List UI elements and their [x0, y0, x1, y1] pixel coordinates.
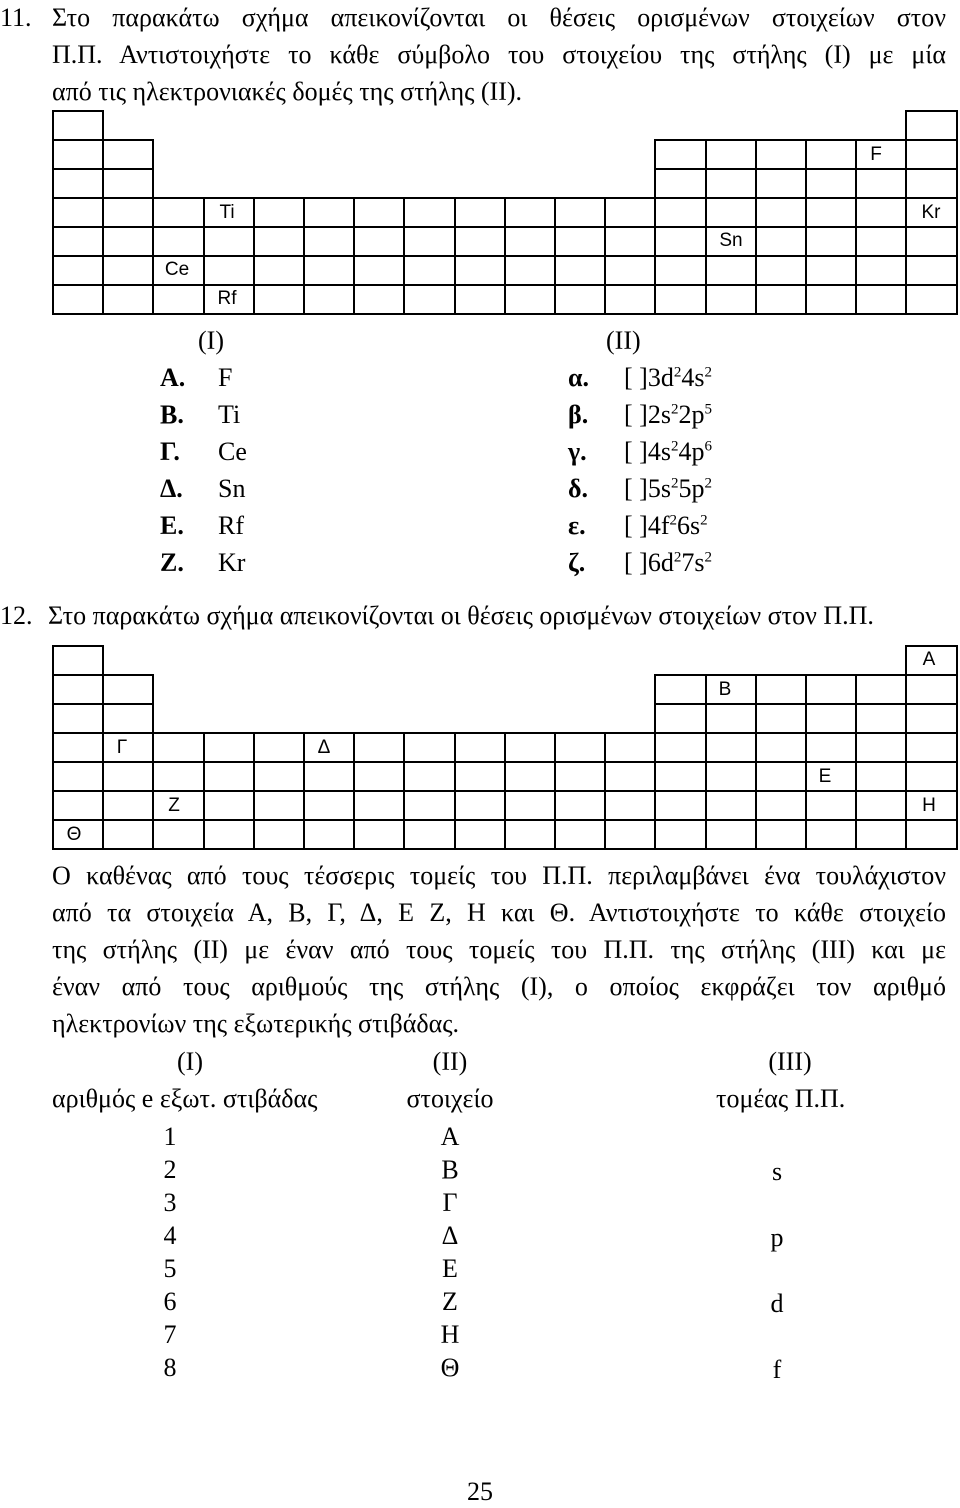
q11-col2-letter: α.: [568, 363, 590, 392]
table-cell: [504, 819, 556, 850]
table-cell: [203, 255, 255, 286]
table-cell: [353, 255, 405, 286]
table-cell: [504, 197, 556, 228]
config-core: [ ]: [624, 400, 648, 429]
config-exponent: 2: [670, 475, 679, 492]
pt1-label-Kr: Kr: [921, 202, 941, 223]
config-orbital: 7s: [681, 548, 705, 577]
table-cell: [905, 226, 957, 257]
table-cell: [705, 703, 757, 734]
q12-header-3: (ΙΙΙ): [768, 1047, 812, 1076]
table-cell: [554, 284, 606, 315]
q12-col2-element: Ζ: [442, 1287, 458, 1316]
table-cell: [805, 703, 857, 734]
q11-col1-element: Sn: [218, 474, 246, 503]
table-cell: [755, 703, 807, 734]
q11-col2-letter: ζ.: [568, 548, 586, 577]
config-orbital: 6s: [677, 511, 701, 540]
config-orbital: 4s: [647, 437, 671, 466]
pt1-label-Ti: Ti: [219, 202, 235, 223]
table-cell: [52, 645, 104, 676]
q12-col3-block: p: [770, 1223, 784, 1252]
table-cell: [604, 761, 656, 792]
q12-col2-element: Θ: [440, 1353, 460, 1382]
table-cell: [705, 168, 757, 199]
q11-col1-header: (Ι): [198, 326, 224, 355]
table-cell: [52, 703, 104, 734]
table-cell: [253, 790, 305, 821]
table-cell: [805, 732, 857, 763]
table-cell: [454, 819, 506, 850]
q11-col1-element: Rf: [218, 511, 244, 540]
table-cell: [705, 819, 757, 850]
q12-subheader-1: αριθμός e εξωτ. στιβάδας: [52, 1084, 318, 1113]
table-cell: [203, 761, 255, 792]
table-cell: [554, 255, 606, 286]
table-cell: [855, 226, 907, 257]
q12-col1-number: 5: [163, 1254, 177, 1283]
table-cell: [454, 255, 506, 286]
pt2-label-D: Δ: [317, 737, 331, 758]
table-cell: [554, 790, 606, 821]
table-cell: [855, 197, 907, 228]
table-cell: [52, 284, 104, 315]
table-cell: [504, 255, 556, 286]
q12-col2-element: Δ: [441, 1221, 459, 1250]
q11-line-1: Στο παρακάτω σχήμα απεικονίζονται οι θέσεις ορισμένων στοιχείων στον: [52, 3, 946, 32]
table-cell: [454, 761, 506, 792]
table-cell: [654, 197, 706, 228]
table-cell: [855, 674, 907, 705]
q11-col2-letter: β.: [568, 400, 589, 429]
table-cell: [152, 284, 204, 315]
q11-col1-element: F: [218, 363, 233, 392]
pt2-label-E: Ε: [818, 766, 832, 787]
table-cell: [604, 819, 656, 850]
q11-number: 11.: [0, 3, 32, 32]
table-cell: [454, 226, 506, 257]
table-cell: [52, 732, 104, 763]
table-cell: [604, 226, 656, 257]
table-cell: [203, 732, 255, 763]
table-cell: [253, 819, 305, 850]
table-cell: [654, 255, 706, 286]
config-exponent: 6: [704, 438, 712, 455]
table-cell: [755, 139, 807, 170]
table-cell: [654, 674, 706, 705]
table-cell: [303, 197, 355, 228]
q12-col2-element: Α: [440, 1122, 460, 1151]
table-cell: [102, 168, 154, 199]
table-cell: [52, 197, 104, 228]
table-cell: [52, 761, 104, 792]
pt1-label-F: F: [870, 144, 882, 165]
table-cell: [52, 139, 104, 170]
table-cell: [152, 226, 204, 257]
q12-col1-number: 4: [163, 1221, 177, 1250]
q11-col2-letter: ε.: [568, 511, 586, 540]
table-cell: [102, 674, 154, 705]
table-cell: [203, 790, 255, 821]
q12-col1-number: 1: [163, 1122, 177, 1151]
q12-col1-number: 6: [163, 1287, 177, 1316]
q12-number: 12.: [0, 601, 33, 630]
q12-col1-number: 8: [163, 1353, 177, 1382]
q11-col1-element: Ce: [218, 437, 247, 466]
table-cell: [353, 197, 405, 228]
table-cell: [403, 819, 455, 850]
table-cell: [353, 761, 405, 792]
table-cell: [403, 226, 455, 257]
table-cell: [805, 255, 857, 286]
config-orbital: 3d: [647, 363, 674, 392]
table-cell: [303, 790, 355, 821]
table-cell: [705, 790, 757, 821]
table-cell: [855, 255, 907, 286]
table-cell: [654, 761, 706, 792]
table-cell: [52, 674, 104, 705]
q11-col2-config: [624, 547, 712, 579]
q11-line-2: Π.Π. Αντιστοιχήστε το κάθε σύμβολο του στοιχείου της στήλης (Ι) με μία: [52, 40, 946, 69]
table-cell: [303, 761, 355, 792]
table-cell: [805, 197, 857, 228]
q12-line-3: της στήλης (ΙΙ) με έναν από τους τομείς του Π.Π. της στήλης (ΙΙΙ) και με: [52, 935, 946, 964]
table-cell: [454, 790, 506, 821]
table-cell: [554, 819, 606, 850]
config-exponent: 2: [704, 475, 712, 492]
pt2-label-Z: Ζ: [168, 795, 180, 816]
table-cell: [102, 703, 154, 734]
table-cell: [905, 819, 957, 850]
table-cell: [152, 761, 204, 792]
table-cell: [905, 761, 957, 792]
table-cell: [805, 226, 857, 257]
table-cell: [905, 732, 957, 763]
table-cell: [504, 761, 556, 792]
table-cell: [755, 819, 807, 850]
table-cell: [454, 732, 506, 763]
q11-col1-letter: Β.: [160, 400, 184, 429]
table-cell: [855, 168, 907, 199]
table-cell: [855, 703, 907, 734]
config-exponent: 2: [669, 512, 677, 529]
table-cell: [755, 284, 807, 315]
table-cell: [755, 790, 807, 821]
table-cell: [504, 284, 556, 315]
table-cell: [152, 197, 204, 228]
table-cell: [353, 284, 405, 315]
q11-col2-config: [624, 473, 712, 505]
config-core: [ ]: [624, 474, 648, 503]
table-cell: [805, 139, 857, 170]
q11-col2-letter: δ.: [568, 474, 588, 503]
table-cell: [654, 139, 706, 170]
config-core: [ ]: [624, 548, 648, 577]
q12-line-4: έναν από τους αριθμούς της στήλης (Ι), ο οποίος εκφράζει τον αριθμό: [52, 972, 946, 1001]
table-cell: [855, 284, 907, 315]
table-cell: [554, 226, 606, 257]
q12-col1-number: 3: [163, 1188, 177, 1217]
table-cell: [504, 226, 556, 257]
page-number: 25: [467, 1477, 493, 1506]
config-orbital: 2p: [678, 400, 705, 429]
table-cell: [303, 255, 355, 286]
q12-col3-block: s: [771, 1157, 783, 1186]
config-exponent: 2: [700, 512, 708, 529]
table-cell: [604, 284, 656, 315]
q11-col1-element: Ti: [218, 400, 241, 429]
table-cell: [855, 732, 907, 763]
config-core: [ ]: [624, 437, 648, 466]
config-exponent: 2: [704, 364, 712, 381]
table-cell: [303, 819, 355, 850]
table-cell: [353, 732, 405, 763]
table-cell: [705, 284, 757, 315]
pt1-label-Ce: Ce: [164, 259, 190, 280]
q11-col1-element: Kr: [218, 548, 246, 577]
table-cell: [253, 197, 305, 228]
table-cell: [454, 197, 506, 228]
q11-col2-config: [624, 399, 712, 431]
table-cell: [102, 284, 154, 315]
table-cell: [403, 197, 455, 228]
table-cell: [604, 255, 656, 286]
table-cell: [705, 139, 757, 170]
table-cell: [554, 761, 606, 792]
table-cell: [102, 255, 154, 286]
table-cell: [152, 732, 204, 763]
table-cell: [755, 197, 807, 228]
config-orbital: 4f: [647, 511, 670, 540]
table-cell: [253, 226, 305, 257]
table-cell: [303, 284, 355, 315]
table-cell: [755, 255, 807, 286]
table-cell: [253, 732, 305, 763]
table-cell: [353, 226, 405, 257]
table-cell: [654, 703, 706, 734]
table-cell: [403, 255, 455, 286]
q12-col3-block: f: [772, 1355, 782, 1384]
q11-line-3: από τις ηλεκτρονιακές δομές της στήλης (ΙΙ).: [52, 77, 523, 106]
table-cell: [604, 197, 656, 228]
q12-col2-element: Η: [440, 1320, 460, 1349]
table-cell: [855, 790, 907, 821]
config-exponent: 2: [673, 549, 682, 566]
q12-line-5: ηλεκτρονίων της εξωτερικής στιβάδας.: [52, 1009, 460, 1038]
config-orbital: 2s: [647, 400, 671, 429]
q12-subheader-3: τομέας Π.Π.: [716, 1084, 846, 1113]
table-cell: [604, 732, 656, 763]
q12-col2-element: Β: [441, 1155, 459, 1184]
q11-text: [52, 0, 946, 110]
table-cell: [755, 674, 807, 705]
q12-line-2: από τα στοιχεία Α, Β, Γ, Δ, Ε Ζ, Η και Θ. Αντιστοιχήστε το κάθε στοιχείο: [52, 898, 946, 927]
table-cell: [805, 790, 857, 821]
table-cell: [805, 819, 857, 850]
table-cell: [102, 790, 154, 821]
table-cell: [504, 790, 556, 821]
config-exponent: 2: [704, 549, 712, 566]
q11-col2-config: [624, 436, 712, 468]
table-cell: [905, 255, 957, 286]
config-exponent: 2: [670, 438, 679, 455]
table-cell: [353, 819, 405, 850]
table-cell: [403, 284, 455, 315]
table-cell: [905, 284, 957, 315]
table-cell: [755, 732, 807, 763]
q12-subheader-2: στοιχείο: [406, 1084, 494, 1113]
q11-col1-letter: Γ.: [160, 437, 180, 466]
config-core: [ ]: [624, 363, 648, 392]
q11-col1-letter: Δ.: [160, 474, 183, 503]
q12-text: [52, 857, 946, 1042]
pt2-label-Th: Θ: [66, 824, 82, 845]
q11-col2-letter: γ.: [568, 437, 587, 466]
table-cell: [203, 819, 255, 850]
table-cell: [52, 226, 104, 257]
table-cell: [403, 761, 455, 792]
table-cell: [654, 819, 706, 850]
config-core: [ ]: [624, 511, 648, 540]
table-cell: [905, 168, 957, 199]
q11-col1-letter: Α.: [160, 363, 186, 392]
q11-col1-letter: Ζ.: [160, 548, 184, 577]
table-cell: [705, 761, 757, 792]
table-cell: [755, 168, 807, 199]
table-cell: [654, 168, 706, 199]
table-cell: [905, 139, 957, 170]
table-cell: [152, 819, 204, 850]
q12-line-1: Ο καθένας από τους τέσσερις τομείς του Π.Π. περιλαμβάνει ένα τουλάχιστον: [52, 861, 946, 890]
table-cell: [705, 732, 757, 763]
table-cell: [102, 819, 154, 850]
table-cell: [303, 226, 355, 257]
table-cell: [403, 732, 455, 763]
table-cell: [554, 197, 606, 228]
table-cell: [102, 226, 154, 257]
table-cell: [52, 110, 104, 141]
config-exponent: 2: [670, 401, 679, 418]
q12-col1-number: 7: [163, 1320, 177, 1349]
table-cell: [755, 761, 807, 792]
pt1-label-Sn: Sn: [719, 230, 743, 251]
config-orbital: 6d: [647, 548, 674, 577]
config-orbital: 5p: [678, 474, 705, 503]
table-cell: [855, 761, 907, 792]
table-cell: [805, 284, 857, 315]
table-cell: [504, 732, 556, 763]
q12-col1-number: 2: [163, 1155, 177, 1184]
table-cell: [855, 819, 907, 850]
q11-col2-config: [624, 510, 708, 542]
table-cell: [705, 197, 757, 228]
table-cell: [102, 197, 154, 228]
table-cell: [654, 732, 706, 763]
q12-title: Στο παρακάτω σχήμα απεικονίζονται οι θέσεις ορισμένων στοιχείων στον Π.Π.: [48, 601, 874, 630]
table-cell: [454, 284, 506, 315]
table-cell: [403, 790, 455, 821]
pt2-label-B: Β: [718, 679, 732, 700]
table-cell: [52, 790, 104, 821]
config-exponent: 2: [673, 364, 682, 381]
table-cell: [253, 284, 305, 315]
q11-col2-config: [624, 362, 712, 394]
q12-header-1: (Ι): [177, 1047, 203, 1076]
table-cell: [905, 110, 957, 141]
config-orbital: 4s: [681, 363, 705, 392]
q11-col1-letter: Ε.: [160, 511, 184, 540]
table-cell: [102, 761, 154, 792]
table-cell: [554, 732, 606, 763]
table-cell: [654, 790, 706, 821]
table-cell: [353, 790, 405, 821]
table-cell: [253, 761, 305, 792]
q12-col3-block: d: [770, 1289, 784, 1318]
table-cell: [805, 674, 857, 705]
table-cell: [805, 168, 857, 199]
table-cell: [705, 255, 757, 286]
table-cell: [905, 703, 957, 734]
table-cell: [905, 674, 957, 705]
table-cell: [102, 139, 154, 170]
table-cell: [203, 226, 255, 257]
pt2-label-G: Γ: [116, 737, 128, 758]
table-cell: [52, 168, 104, 199]
q12-header-2: (ΙΙ): [432, 1047, 468, 1076]
table-cell: [52, 255, 104, 286]
pt1-label-Rf: Rf: [217, 288, 237, 309]
table-cell: [604, 790, 656, 821]
config-orbital: 5s: [647, 474, 671, 503]
pt2-label-H: Η: [922, 795, 936, 816]
q12-col2-element: Γ: [442, 1188, 458, 1217]
q11-col2-header: (ΙΙ): [606, 326, 641, 355]
table-cell: [654, 284, 706, 315]
config-exponent: 5: [704, 401, 712, 418]
q12-col2-element: Ε: [442, 1254, 458, 1283]
config-orbital: 4p: [678, 437, 705, 466]
table-cell: [654, 226, 706, 257]
pt2-label-A: Α: [922, 649, 936, 670]
table-cell: [253, 255, 305, 286]
table-cell: [755, 226, 807, 257]
